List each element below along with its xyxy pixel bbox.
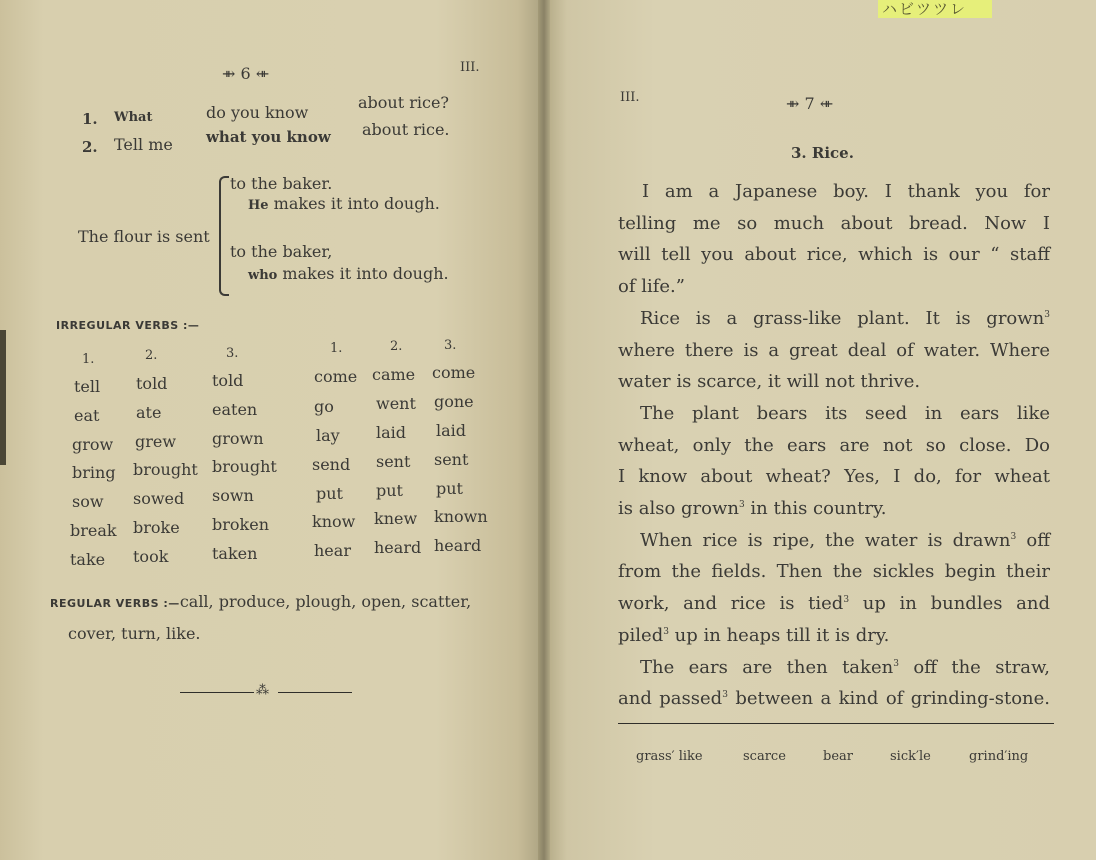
verb-cell: sown [212, 486, 254, 505]
verb-cell: break [70, 521, 117, 540]
question-1-c: about rice? [358, 93, 450, 112]
verb-cell: put [316, 484, 343, 503]
question-1-b: do you know [206, 103, 309, 122]
footnote-marker: 3 [1010, 531, 1017, 542]
verb-cell: grow [72, 435, 114, 454]
verb-cell: sent [376, 452, 411, 471]
brace-icon [219, 176, 229, 296]
text-line: will tell you about rice, which is our “ staff [618, 244, 1050, 266]
text-line: water is scarce, it will not thrive. [618, 371, 921, 393]
verb-cell: go [314, 397, 334, 416]
verb-cell: tell [74, 377, 101, 396]
ornament-rule-right [278, 692, 352, 693]
flour-lead: The flour is sent [78, 227, 210, 246]
verb-cell: told [212, 371, 244, 390]
vocab-word: scarce [743, 749, 786, 764]
text-line: from the fields. Then the sickles begin their [618, 561, 1050, 583]
lesson-title: 3. Rice. [791, 144, 854, 162]
text-line: When rice is ripe, the water is drawn$^3$ off [640, 529, 1050, 551]
text-line: is also grown$^3$ in this country. [618, 498, 887, 520]
left-section-label: III. [460, 60, 480, 75]
footnote-marker: 3 [722, 690, 728, 701]
verb-cell: eaten [212, 400, 258, 419]
verb-cell: brought [212, 457, 277, 476]
verb-cell: heard [374, 538, 422, 557]
col-num: 3. [444, 338, 457, 353]
verb-cell: grew [135, 432, 177, 451]
footnote-marker: 3 [738, 500, 745, 511]
verb-cell: come [314, 367, 358, 386]
ornament-icon: ⁂ [256, 683, 269, 698]
vocab-word: grind′ing [969, 749, 1029, 764]
text-line: and passed$^3$ between a kind of grinding-stone. [618, 688, 1050, 710]
text-line: piled$^3$ up in heaps till it is dry. [618, 624, 890, 646]
text-line: Rice is a grass-like plant. It is grown$^3$ [640, 307, 1050, 329]
ornament-left-icon: ⇻ [222, 64, 241, 83]
col-num: 1. [330, 341, 343, 356]
flour-line-3: to the baker, [230, 242, 333, 261]
verb-cell: come [432, 363, 476, 382]
regular-verbs-line-1: REGULAR VERBS :—call, produce, plough, open, scatter, [50, 592, 472, 611]
verb-cell: went [376, 394, 416, 413]
vocab-word: bear [823, 749, 853, 764]
verb-cell: know [312, 512, 356, 531]
irregular-verbs-heading: IRREGULAR VERBS :— [56, 319, 200, 332]
footnote-marker: 3 [893, 658, 899, 669]
regular-verbs-line-2: cover, turn, like. [68, 624, 201, 643]
verb-cell: eat [74, 406, 100, 425]
verb-cell: send [312, 455, 351, 474]
verb-cell: bring [72, 463, 116, 482]
verb-cell: put [376, 481, 403, 500]
verb-cell: laid [376, 423, 407, 442]
verb-cell: taken [212, 544, 258, 563]
ornament-left-icon: ⇻ [786, 94, 805, 113]
text-line: I know about wheat? Yes, I do, for wheat [618, 466, 1050, 488]
vocab-word: sick′le [890, 749, 931, 764]
question-2-b: what you know [206, 128, 331, 146]
page-edge-shadow [0, 330, 6, 465]
col-num: 2. [390, 339, 403, 354]
footer-rule [618, 723, 1054, 724]
lesson-body [618, 176, 1050, 715]
text-line: work, and rice is tied$^3$ up in bundles and [618, 593, 1050, 615]
verb-cell: brought [133, 460, 198, 479]
verb-cell: broken [212, 515, 269, 534]
text-line: I am a Japanese boy. I thank you for [642, 181, 1050, 202]
left-page-number: ⇻ 6 ⇺ [222, 64, 270, 83]
flour-line-1: to the baker. [230, 174, 333, 193]
verb-cell: ate [136, 403, 162, 422]
verb-cell: lay [316, 426, 340, 445]
verb-cell: sowed [133, 489, 185, 508]
verb-cell: took [133, 547, 169, 566]
verb-cell: grown [212, 429, 264, 448]
verb-cell: known [434, 507, 488, 526]
verb-cell: heard [434, 536, 482, 555]
footnote-marker: 3 [843, 595, 850, 606]
col-num: 1. [82, 352, 95, 367]
verb-cell: sow [72, 492, 104, 511]
right-section-label: III. [620, 90, 640, 105]
question-2-num: 2. [82, 138, 98, 156]
book-gutter [538, 0, 550, 860]
question-2-c: about rice. [362, 120, 450, 139]
vocab-word: grass′ like [636, 749, 703, 764]
text-line: wheat, only the ears are not so close. Do [618, 434, 1050, 456]
verb-cell: came [372, 365, 416, 384]
flour-line-2: He makes it into dough. [248, 194, 440, 213]
verb-cell: laid [436, 421, 467, 440]
verb-cell: sent [434, 450, 469, 469]
text-line: The plant bears its seed in ears like [640, 402, 1050, 424]
ornament-right-icon: ⇺ [250, 64, 270, 83]
question-2-a: Tell me [114, 135, 173, 154]
verb-cell: broke [133, 518, 180, 537]
ornament-right-icon: ⇺ [814, 94, 834, 113]
verb-cell: take [70, 550, 106, 569]
text-line: telling me so much about bread. Now I [618, 212, 1050, 234]
ornament-rule-left [180, 692, 254, 693]
verb-cell: gone [434, 392, 474, 411]
verb-cell: hear [314, 541, 351, 560]
footnote-marker: 3 [663, 626, 669, 637]
verb-cell: put [436, 479, 463, 498]
question-1-num: 1. [82, 110, 98, 128]
sticky-note: ハビツツレ [878, 0, 992, 18]
text-line: The ears are then taken$^3$ off the straw, [640, 656, 1050, 678]
right-page-number: ⇻ 7 ⇺ [786, 94, 834, 113]
col-num: 2. [145, 348, 158, 363]
text-line: of life.” [618, 276, 685, 298]
flour-line-4: who makes it into dough. [248, 264, 449, 283]
verb-cell: told [136, 374, 168, 393]
verb-cell: knew [374, 509, 418, 528]
col-num: 3. [226, 346, 239, 361]
question-1-a: What [114, 110, 153, 125]
text-line: where there is a great deal of water. Where [618, 339, 1050, 361]
